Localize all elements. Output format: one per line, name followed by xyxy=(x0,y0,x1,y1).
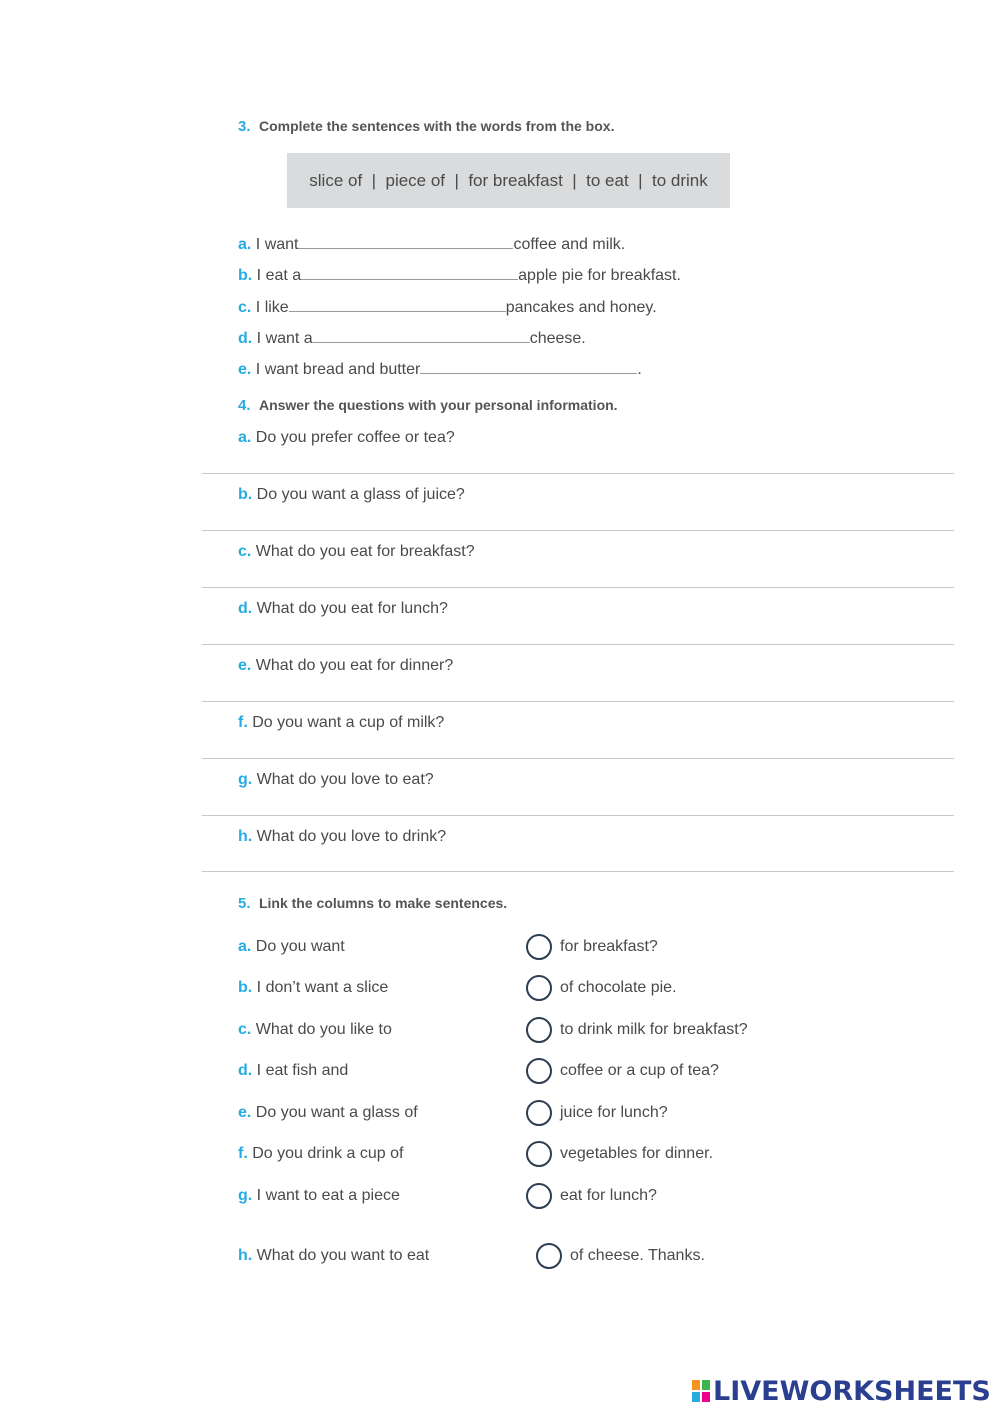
answer-line[interactable] xyxy=(202,871,954,872)
logo-square xyxy=(702,1392,710,1402)
item-letter: a. xyxy=(238,429,252,446)
link-circle[interactable] xyxy=(526,1183,552,1209)
logo-text: LIVEWORKSHEETS xyxy=(713,1375,991,1407)
left-item xyxy=(238,1104,418,1122)
left-item xyxy=(238,1062,348,1080)
sentence-item xyxy=(238,359,642,379)
link-circle[interactable] xyxy=(526,934,552,960)
left-text: I don’t want a slice xyxy=(256,979,389,996)
item-letter: d. xyxy=(238,1062,253,1079)
exercise-5-heading xyxy=(238,895,507,913)
link-circle[interactable] xyxy=(526,1058,552,1084)
right-item: for breakfast? xyxy=(560,938,658,955)
left-text: I eat fish and xyxy=(256,1062,349,1079)
answer-blank[interactable] xyxy=(289,297,506,312)
link-circle[interactable] xyxy=(526,975,552,1001)
answer-line[interactable] xyxy=(202,644,954,645)
question-item xyxy=(238,429,455,447)
question-item xyxy=(238,714,444,732)
left-text: Do you drink a cup of xyxy=(252,1145,404,1162)
logo-square xyxy=(692,1392,700,1402)
answer-blank[interactable] xyxy=(301,265,518,280)
sentence-end: pancakes and honey. xyxy=(505,299,657,316)
sentence-end: coffee and milk. xyxy=(513,236,626,253)
item-letter: c. xyxy=(238,299,252,316)
sentence-item xyxy=(238,328,586,348)
sentence-start: I want bread and butter xyxy=(255,361,421,378)
right-item: of cheese. Thanks. xyxy=(570,1247,705,1264)
link-circle[interactable] xyxy=(526,1141,552,1167)
right-item: coffee or a cup of tea? xyxy=(560,1062,719,1079)
left-item xyxy=(238,1145,403,1163)
exercise-title: Link the columns to make sentences. xyxy=(258,895,508,911)
exercise-number: 3. xyxy=(238,118,251,135)
question-item xyxy=(238,600,448,618)
sentence-start: I eat a xyxy=(256,267,302,284)
logo-square xyxy=(692,1380,700,1390)
answer-line[interactable] xyxy=(202,815,954,816)
question-text: What do you love to drink? xyxy=(256,828,447,845)
left-text: Do you want xyxy=(255,938,345,955)
item-letter: e. xyxy=(238,361,252,378)
exercise-title: Complete the sentences with the words from the box. xyxy=(258,118,615,134)
exercise-number: 5. xyxy=(238,895,251,912)
logo-square xyxy=(702,1380,710,1390)
right-item: of chocolate pie. xyxy=(560,979,677,996)
question-item xyxy=(238,486,465,504)
liveworksheets-logo xyxy=(692,1376,991,1406)
right-item: vegetables for dinner. xyxy=(560,1145,713,1162)
left-text: What do you want to eat xyxy=(256,1247,430,1264)
answer-blank[interactable] xyxy=(420,359,637,374)
right-item: to drink milk for breakfast? xyxy=(560,1021,748,1038)
item-letter: f. xyxy=(238,714,248,731)
item-letter: a. xyxy=(238,938,252,955)
left-text: Do you want a glass of xyxy=(255,1104,418,1121)
item-letter: f. xyxy=(238,1145,248,1162)
link-circle[interactable] xyxy=(526,1017,552,1043)
sentence-item xyxy=(238,265,681,285)
item-letter: c. xyxy=(238,543,252,560)
answer-line[interactable] xyxy=(202,473,954,474)
item-letter: h. xyxy=(238,828,253,845)
left-item xyxy=(238,979,388,997)
sentence-end: . xyxy=(637,361,642,378)
item-letter: h. xyxy=(238,1247,253,1264)
exercise-3-heading xyxy=(238,118,614,136)
question-text: What do you love to eat? xyxy=(256,771,434,788)
left-item xyxy=(238,1187,400,1205)
question-item xyxy=(238,657,453,675)
item-letter: d. xyxy=(238,330,253,347)
question-item xyxy=(238,543,475,561)
sentence-item xyxy=(238,234,625,254)
answer-line[interactable] xyxy=(202,530,954,531)
left-text: What do you like to xyxy=(255,1021,392,1038)
sentence-start: I like xyxy=(255,299,289,316)
left-text: I want to eat a piece xyxy=(256,1187,400,1204)
question-item xyxy=(238,828,446,846)
item-letter: c. xyxy=(238,1021,252,1038)
answer-blank[interactable] xyxy=(313,328,530,343)
item-letter: b. xyxy=(238,486,253,503)
item-letter: b. xyxy=(238,267,253,284)
item-letter: g. xyxy=(238,1187,253,1204)
item-letter: e. xyxy=(238,1104,252,1121)
exercise-title: Answer the questions with your personal information. xyxy=(258,397,618,413)
link-circle[interactable] xyxy=(526,1100,552,1126)
exercise-number: 4. xyxy=(238,397,251,414)
question-text: What do you eat for breakfast? xyxy=(255,543,475,560)
sentence-end: cheese. xyxy=(529,330,586,347)
logo-mark-icon xyxy=(692,1380,710,1402)
question-text: Do you prefer coffee or tea? xyxy=(255,429,455,446)
answer-blank[interactable] xyxy=(298,234,513,249)
item-letter: d. xyxy=(238,600,253,617)
right-item: eat for lunch? xyxy=(560,1187,657,1204)
question-item xyxy=(238,771,434,789)
question-text: Do you want a cup of milk? xyxy=(252,714,445,731)
left-item xyxy=(238,1247,429,1265)
left-item xyxy=(238,1021,392,1039)
exercise-4-heading xyxy=(238,397,618,415)
left-item xyxy=(238,938,345,956)
word-box: slice of | piece of | for breakfast | to eat | to drink xyxy=(287,153,730,208)
item-letter: a. xyxy=(238,236,252,253)
item-letter: b. xyxy=(238,979,253,996)
right-item: juice for lunch? xyxy=(560,1104,668,1121)
sentence-end: apple pie for breakfast. xyxy=(518,267,681,284)
sentence-start: I want xyxy=(255,236,299,253)
answer-line[interactable] xyxy=(202,758,954,759)
answer-line[interactable] xyxy=(202,701,954,702)
item-letter: g. xyxy=(238,771,253,788)
answer-line[interactable] xyxy=(202,587,954,588)
question-text: Do you want a glass of juice? xyxy=(256,486,465,503)
question-text: What do you eat for lunch? xyxy=(256,600,448,617)
sentence-start: I want a xyxy=(256,330,313,347)
question-text: What do you eat for dinner? xyxy=(255,657,454,674)
sentence-item xyxy=(238,297,657,317)
link-circle[interactable] xyxy=(536,1243,562,1269)
item-letter: e. xyxy=(238,657,252,674)
